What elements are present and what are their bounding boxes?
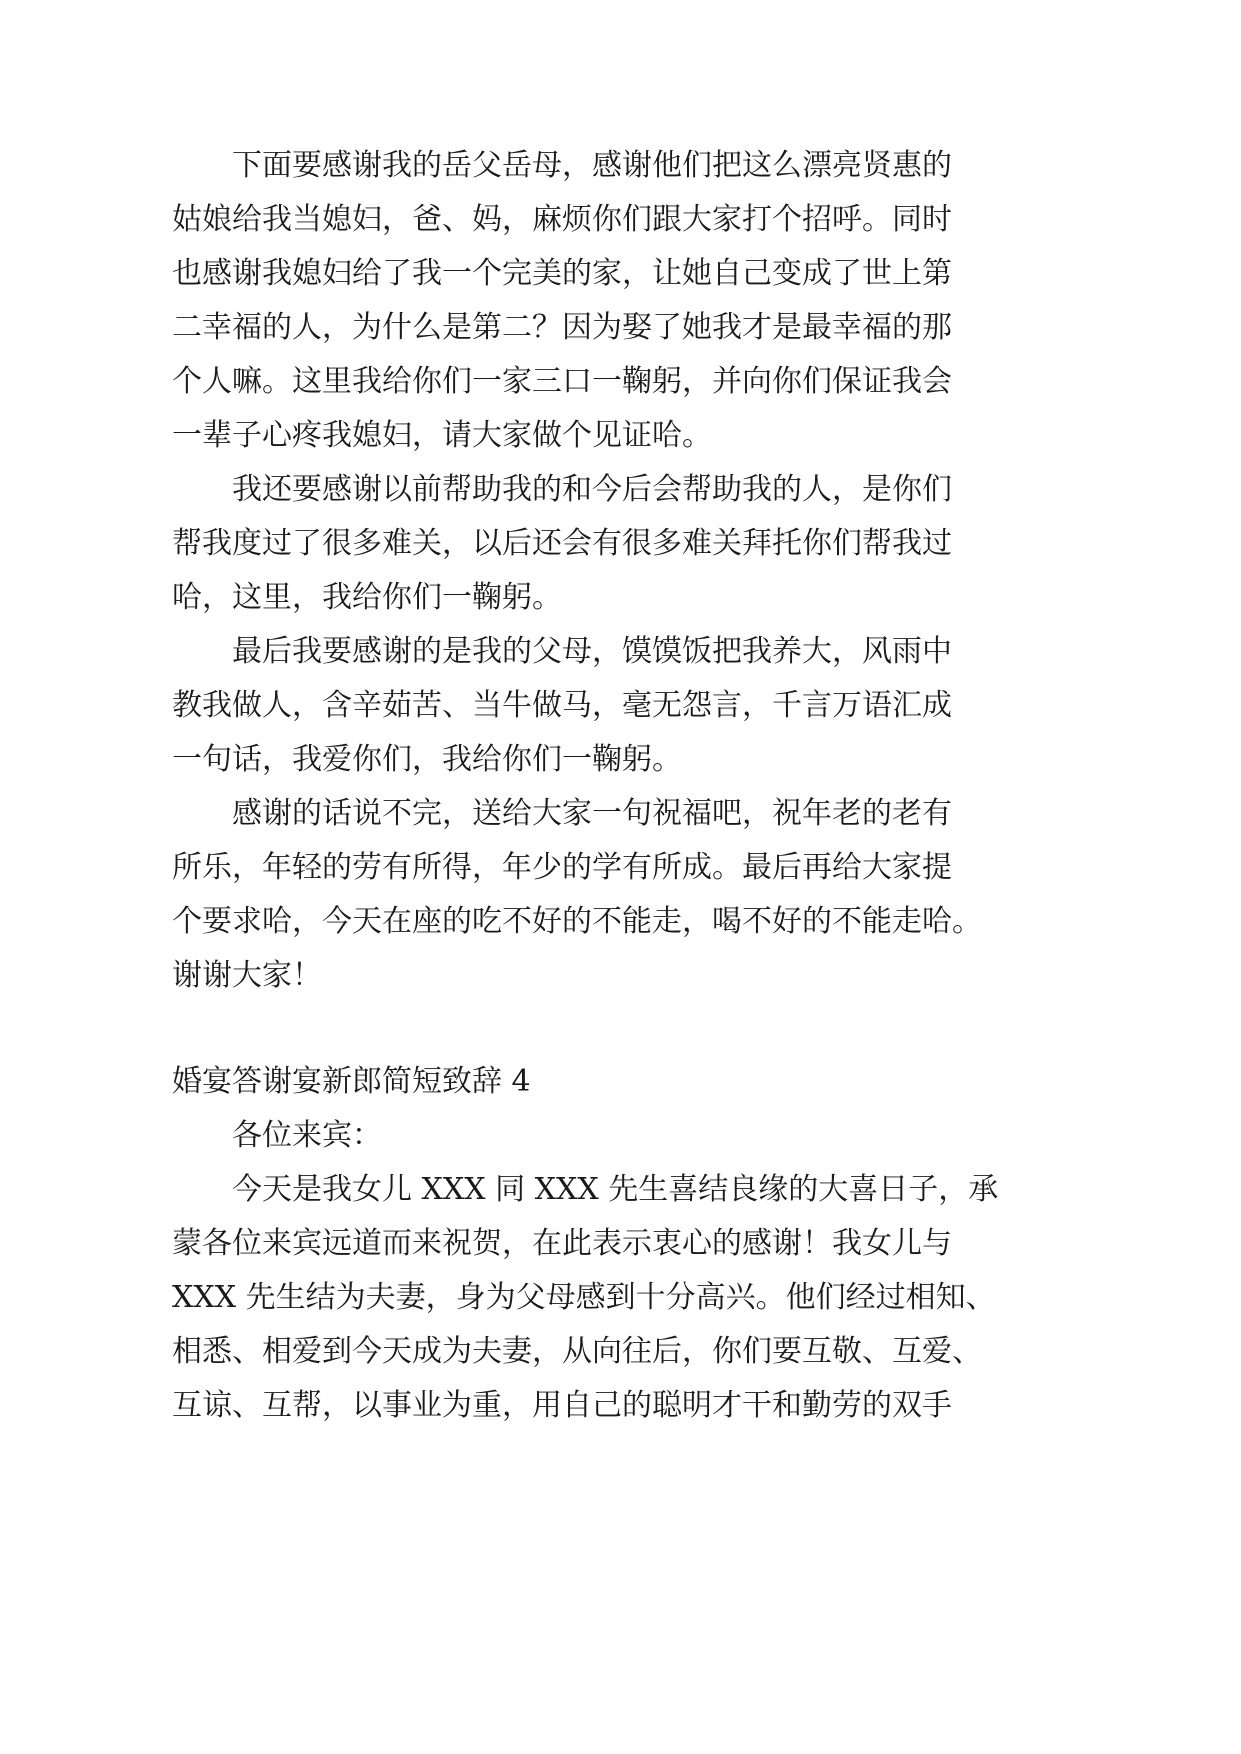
section-title: 婚宴答谢宴新郎简短致辞 4	[172, 1064, 531, 1099]
paragraph-5-line: 相悉、相爱到今天成为夫妻，从向往后，你们要互敬、互爱、	[172, 1334, 982, 1369]
paragraph-1-line: 一辈子心疼我媳妇，请大家做个见证哈。	[172, 418, 712, 453]
paragraph-3-line: 一句话，我爱你们，我给你们一鞠躬。	[172, 742, 682, 777]
paragraph-5-line: 蒙各位来宾远道而来祝贺，在此表示衷心的感谢！我女儿与	[172, 1226, 952, 1261]
paragraph-4-line: 谢谢大家！	[172, 958, 322, 993]
salutation: 各位来宾：	[232, 1118, 382, 1153]
paragraph-1-line: 下面要感谢我的岳父岳母，感谢他们把这么漂亮贤惠的	[232, 148, 952, 183]
paragraph-3-line: 最后我要感谢的是我的父母，馍馍饭把我养大，风雨中	[232, 634, 952, 669]
paragraph-1-line: 也感谢我媳妇给了我一个完美的家，让她自己变成了世上第	[172, 256, 952, 291]
paragraph-1-line: 二幸福的人，为什么是第二？因为娶了她我才是最幸福的那	[172, 310, 952, 345]
paragraph-1-line: 姑娘给我当媳妇，爸、妈，麻烦你们跟大家打个招呼。同时	[172, 202, 952, 237]
paragraph-1-line: 个人嘛。这里我给你们一家三口一鞠躬，并向你们保证我会	[172, 364, 952, 399]
paragraph-2-line: 哈，这里，我给你们一鞠躬。	[172, 580, 562, 615]
paragraph-2-line: 我还要感谢以前帮助我的和今后会帮助我的人，是你们	[232, 472, 952, 507]
paragraph-5-line: 今天是我女儿 XXX 同 XXX 先生喜结良缘的大喜日子，承	[232, 1172, 999, 1207]
paragraph-4-line: 个要求哈，今天在座的吃不好的不能走，喝不好的不能走哈。	[172, 904, 982, 939]
paragraph-3-line: 教我做人，含辛茹苦、当牛做马，毫无怨言，千言万语汇成	[172, 688, 952, 723]
paragraph-4-line: 感谢的话说不完，送给大家一句祝福吧，祝年老的老有	[232, 796, 952, 831]
paragraph-5-line: 互谅、互帮，以事业为重，用自己的聪明才干和勤劳的双手	[172, 1388, 952, 1423]
paragraph-4-line: 所乐，年轻的劳有所得，年少的学有所成。最后再给大家提	[172, 850, 952, 885]
paragraph-2-line: 帮我度过了很多难关，以后还会有很多难关拜托你们帮我过	[172, 526, 952, 561]
paragraph-5-line: XXX 先生结为夫妻，身为父母感到十分高兴。他们经过相知、	[172, 1280, 996, 1315]
